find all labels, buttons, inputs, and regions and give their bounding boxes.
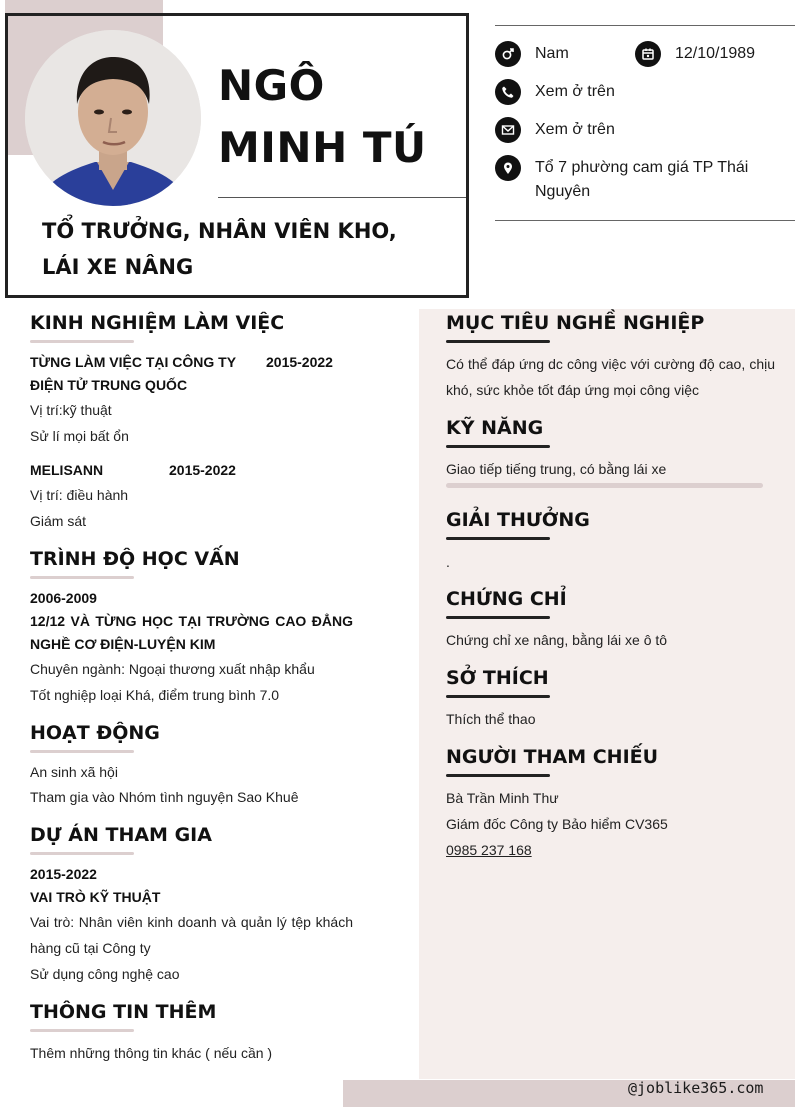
education-school: 12/12 VÀ TỪNG HỌC TẠI TRƯỜNG CAO ĐẲNG [30, 613, 353, 629]
section-underline [446, 340, 550, 343]
section-underline [446, 537, 550, 540]
section-underline [30, 750, 134, 753]
experience-detail: Giám sát [30, 513, 87, 529]
address-value: Tổ 7 phường cam giá TP Thái Nguyên [535, 159, 749, 200]
section-underline [446, 774, 550, 777]
calendar-icon [635, 41, 661, 67]
project-period: 2015-2022 [30, 866, 97, 882]
email-value[interactable]: Xem ở trên [535, 121, 615, 138]
reference-phone-link[interactable]: 0985 237 168 [446, 842, 532, 858]
experience-detail: Vị trí: điều hành [30, 487, 129, 503]
activity-item: An sinh xã hội [30, 764, 118, 780]
section-title-projects: DỰ ÁN THAM GIA [30, 824, 212, 846]
candidate-name: NGÔ MINH TÚ [218, 61, 427, 172]
activity-item: Tham gia vào Nhóm tình nguyện Sao Khuê [30, 789, 299, 805]
certificates-text: Chứng chỉ xe nâng, bằng lái xe ô tô [446, 632, 668, 648]
reference-position: Giám đốc Công ty Bảo hiểm CV365 [446, 816, 668, 832]
phone-icon [495, 79, 521, 105]
section-title-experience: KINH NGHIỆM LÀM VIỆC [30, 312, 285, 334]
section-title-certificates: CHỨNG CHỈ [446, 588, 567, 610]
experience-detail: Vị trí:kỹ thuật [30, 402, 112, 418]
section-title-references: NGƯỜI THAM CHIẾU [446, 746, 659, 768]
objective-text: Có thể đáp ứng dc công việc với cường độ cao, chịu [446, 356, 775, 372]
experience-detail: Sử lí mọi bất ổn [30, 428, 129, 444]
reference-name: Bà Trần Minh Thư [446, 790, 559, 806]
awards-text: . [446, 554, 450, 570]
gender-icon [495, 41, 521, 67]
footer-brand: @joblike365.com [628, 1079, 764, 1097]
profile-photo [25, 30, 201, 206]
section-title-objective: MỤC TIÊU NGHỀ NGHIỆP [446, 312, 705, 334]
section-underline [30, 340, 134, 343]
project-description: Sử dụng công nghệ cao [30, 966, 180, 982]
gender-value: Nam [535, 45, 569, 62]
divider [495, 25, 795, 26]
extra-info-text: Thêm những thông tin khác ( nếu cần ) [30, 1045, 273, 1061]
skill-level-bar [446, 483, 763, 488]
job-title: TỔ TRƯỞNG, NHÂN VIÊN KHO, LÁI XE NÂNG [42, 219, 397, 279]
hobbies-text: Thích thể thao [446, 711, 536, 727]
section-title-extra: THÔNG TIN THÊM [30, 1001, 217, 1023]
section-title-awards: GIẢI THƯỞNG [446, 509, 590, 531]
section-underline [446, 616, 550, 619]
experience-company: TỪNG LÀM VIỆC TẠI CÔNG TY [30, 354, 237, 370]
education-detail: Chuyên ngành: Ngoại thương xuất nhập khẩu [30, 661, 315, 677]
phone-value[interactable]: Xem ở trên [535, 83, 615, 100]
skill-name: Giao tiếp tiếng trung, có bằng lái xe [446, 461, 667, 477]
project-description: hàng cũ tại Công ty [30, 940, 151, 956]
location-icon [495, 155, 521, 181]
section-title-hobbies: SỞ THÍCH [446, 667, 549, 689]
project-description: Vai trò: Nhân viên kinh doanh và quản lý tệp khách [30, 914, 353, 930]
education-detail: Tốt nghiệp loại Khá, điểm trung bình 7.0 [30, 687, 280, 703]
section-title-activities: HOẠT ĐỘNG [30, 722, 160, 744]
experience-company: ĐIỆN TỬ TRUNG QUỐC [30, 377, 188, 393]
section-underline [30, 1029, 134, 1032]
section-underline [30, 576, 134, 579]
experience-company: MELISANN [30, 462, 104, 478]
divider [218, 197, 466, 198]
divider [495, 220, 795, 221]
objective-text: khó, sức khỏe tốt đáp ứng mọi công việc [446, 382, 699, 398]
section-title-education: TRÌNH ĐỘ HỌC VẤN [30, 548, 240, 570]
experience-period: 2015-2022 [169, 462, 236, 478]
education-school: NGHỀ CƠ ĐIỆN-LUYỆN KIM [30, 636, 216, 652]
education-period: 2006-2009 [30, 590, 97, 606]
section-underline [446, 445, 550, 448]
section-underline [30, 852, 134, 855]
project-role: VAI TRÒ KỸ THUẬT [30, 889, 161, 905]
experience-period: 2015-2022 [266, 354, 333, 370]
section-title-skills: KỸ NĂNG [446, 417, 544, 439]
birthdate-value: 12/10/1989 [675, 45, 756, 62]
section-underline [446, 695, 550, 698]
email-icon [495, 117, 521, 143]
